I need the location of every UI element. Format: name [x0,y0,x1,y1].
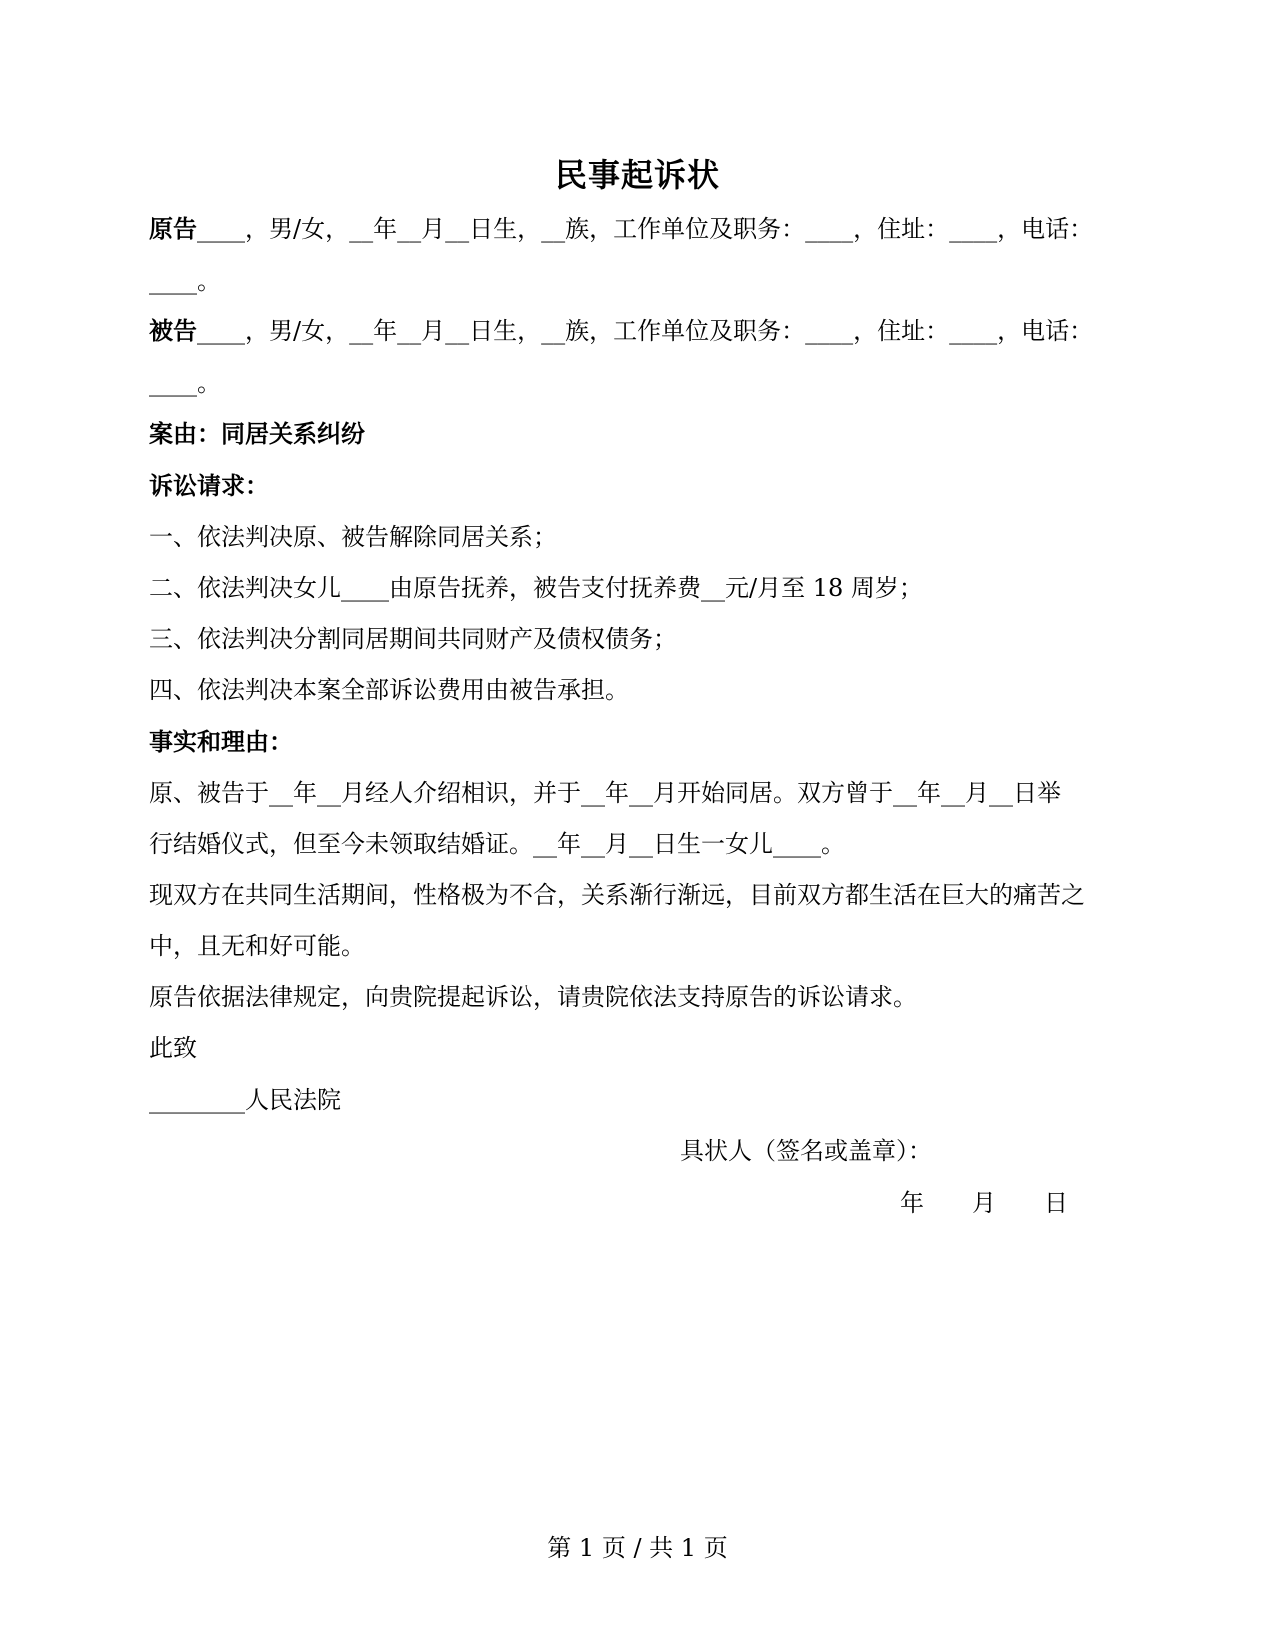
claim-item: 二、依法判决女儿____由原告抚养，被告支付抚养费__元/月至 18 周岁； [149,574,923,602]
plaintiff-details: ____，男/女，__年__月__日生，__族，工作单位及职务：____，住址：____，电话： [197,215,1094,243]
facts-heading: 事实和理由： [149,727,293,756]
claims-heading: 诉讼请求： [149,471,269,500]
plaintiff-line-1 [149,212,1129,246]
defendant-details: ____，男/女，__年__月__日生，__族，工作单位及职务：____，住址：____，电话： [197,317,1094,345]
facts-line: 原告依据法律规定，向贵院提起诉讼，请贵院依法支持原告的诉讼请求。 [149,983,917,1011]
signature-line: 具状人（签名或盖章）： [680,1137,932,1165]
date-line: 年 月 日 [900,1189,1068,1217]
claim-item: 一、依法判决原、被告解除同居关系； [149,523,557,551]
facts-line: 中，且无和好可能。 [149,932,365,960]
defendant-line-1 [149,314,1129,348]
plaintiff-line-2: ____。 [149,267,221,295]
defendant-label: 被告 [149,316,197,345]
claim-item: 四、依法判决本案全部诉讼费用由被告承担。 [149,676,629,704]
defendant-line-2: ____。 [149,369,221,397]
plaintiff-label: 原告 [149,214,197,243]
facts-line: 行结婚仪式，但至今未领取结婚证。__年__月__日生一女儿____。 [149,830,845,858]
page-footer: 第 1 页 / 共 1 页 [547,1534,728,1562]
facts-line: 现双方在共同生活期间，性格极为不合，关系渐行渐远，目前双方都生活在巨大的痛苦之 [149,881,1085,909]
facts-line: 原、被告于__年__月经人介绍相识，并于__年__月开始同居。双方曾于__年__月__日举 [149,779,1061,807]
closing-greeting: 此致 [149,1034,197,1062]
document-title: 民事起诉状 [554,156,720,194]
court-name: ________人民法院 [149,1086,341,1114]
claim-item: 三、依法判决分割同居期间共同财产及债权债务； [149,625,677,653]
cause-of-action: 案由：同居关系纠纷 [149,419,365,448]
